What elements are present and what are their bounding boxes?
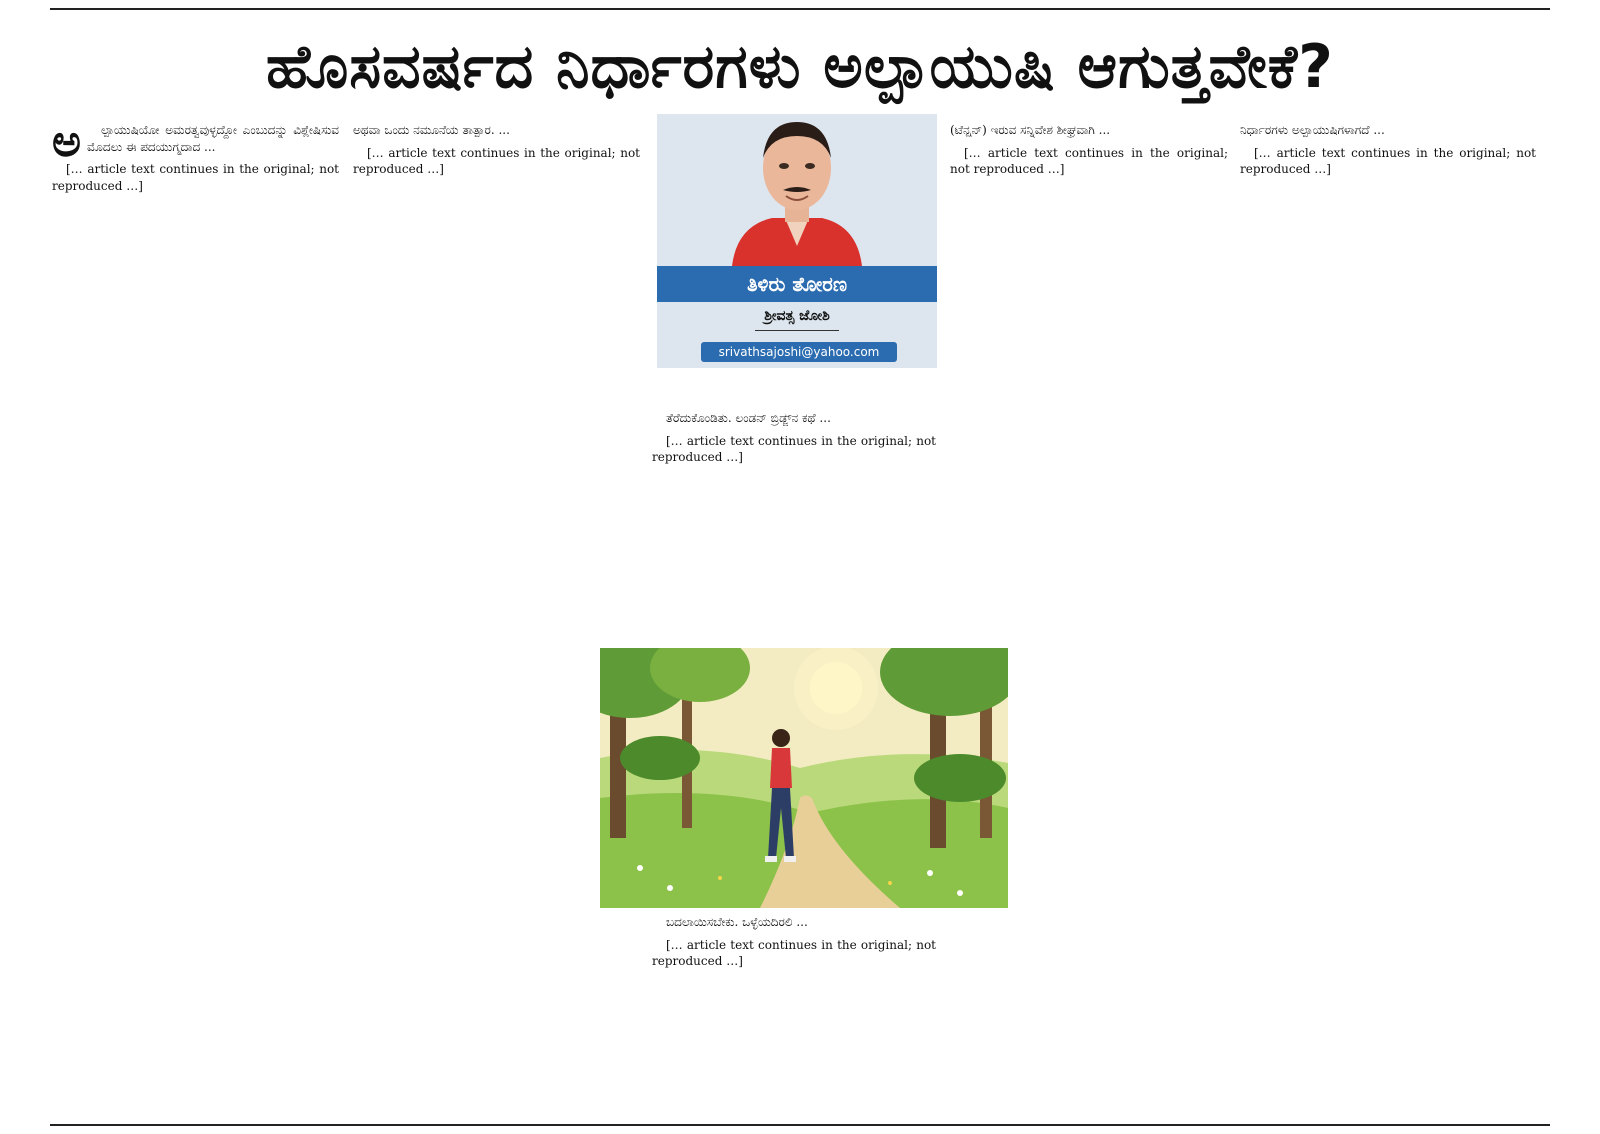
author-name-underline: [755, 330, 839, 331]
article-column-4: [950, 122, 1228, 1120]
paragraph: [… article text continues in the original; not reproduced …]: [1240, 145, 1536, 176]
author-email: srivathsajoshi@yahoo.com: [701, 342, 897, 362]
author-name: ಶ್ರೀವತ್ಸ ಜೋಶಿ: [764, 308, 830, 324]
paragraph: ತೆರೆದುಕೊಂಡಿತು. ಲಂಡನ್ ಬ್ರಿಡ್ಜ್‌ನ ಕಥೆ ...: [666, 411, 831, 425]
paragraph: [… article text continues in the original; not reproduced …]: [652, 937, 936, 968]
article-column-3-upper: [652, 410, 936, 648]
bottom-rule: [50, 1124, 1550, 1126]
article-column-5: [1240, 122, 1536, 1120]
top-rule: [50, 8, 1550, 10]
column-author-box: [657, 114, 937, 368]
article-column-3-lower: [652, 914, 936, 1120]
article-illustration: [600, 648, 1008, 908]
paragraph: ನಿರ್ಧಾರಗಳು ಅಲ್ಪಾಯುಷಿಗಳಾಗದೆ ...: [1240, 123, 1385, 137]
paragraph: (ಟೆನ್ಷನ್) ಇರುವ ಸನ್ನಿವೇಶ ಶೀಘ್ರವಾಗಿ ...: [950, 123, 1111, 137]
paragraph: [… article text continues in the original; not reproduced …]: [353, 145, 640, 176]
headline: ಹೊಸವರ್ಷದ ನಿರ್ಧಾರಗಳು ಅಲ್ಪಾಯುಷಿ ಆಗುತ್ತವೇಕೆ?: [266, 32, 1334, 102]
paragraph: [… article text continues in the original; not reproduced …]: [950, 145, 1228, 176]
paragraph: [… article text continues in the original; not reproduced …]: [652, 433, 936, 464]
paragraph: ಬದಲಾಯಿಸಬೇಕು. ಒಳ್ಳೆಯದಿರಲಿ ...: [666, 915, 808, 929]
article-column-2: [353, 122, 640, 1120]
paragraph: ಅಥವಾ ಒಂದು ನಮೂನೆಯ ತಾತ್ಪಾರ. ...: [353, 123, 510, 137]
illustration-woman-running-in-park-icon: [600, 648, 1008, 908]
article-column-1: [52, 122, 339, 1120]
dropcap: ಅ: [52, 122, 81, 167]
paragraph: [… article text continues in the original; not reproduced …]: [52, 162, 339, 193]
column-name: ತಿಳಿರು ತೋರಣ: [657, 266, 937, 302]
author-portrait-icon: [727, 114, 867, 266]
paragraph: ಲ್ಪಾಯುಷಿಯೋ ಅಮರತ್ವವುಳ್ಳದ್ದೋ ಎಂಬುದನ್ನು ವಿಶ್ಲೇಷಿಸುವ ಮೊದಲು ಈ ಪದಯುಗ್ಮದಾದ ...: [87, 123, 339, 154]
